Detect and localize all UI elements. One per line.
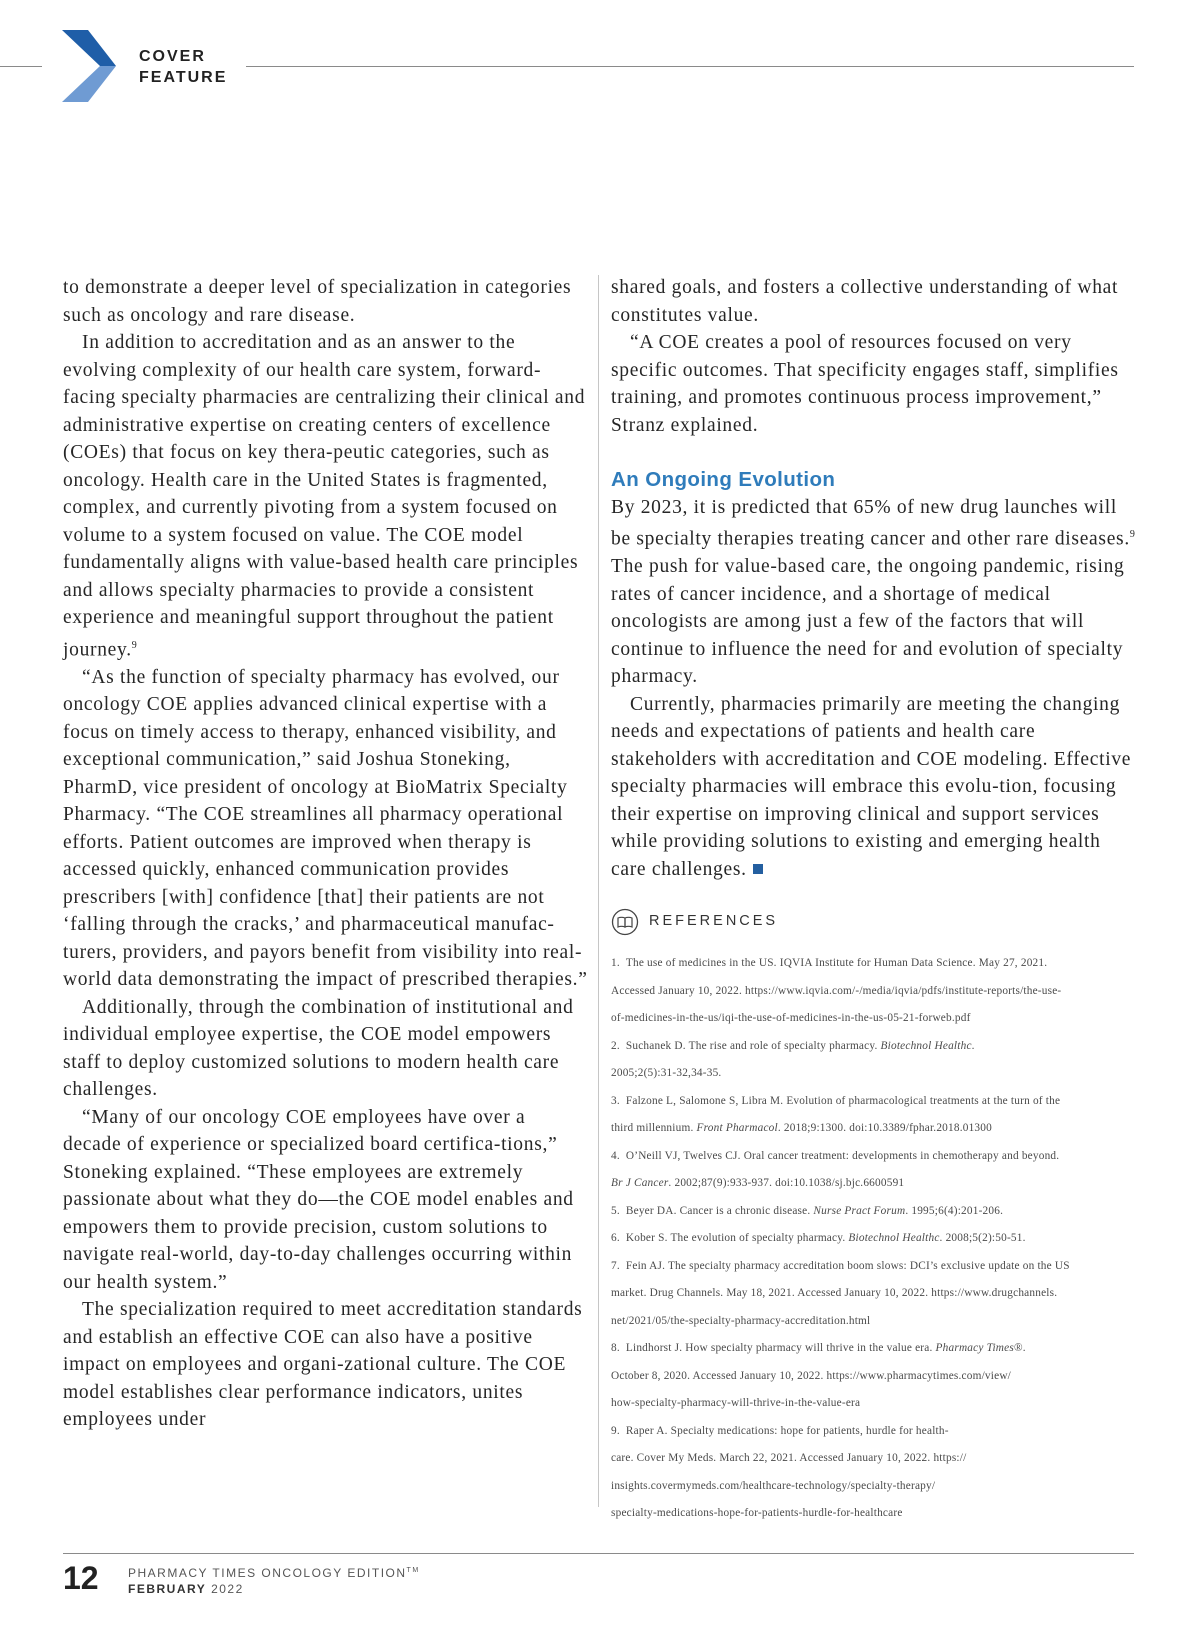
reference-item-cont: net/2021/05/the-specialty-pharmacy-accreditation.html (611, 1314, 871, 1327)
footer-rule (63, 1553, 1134, 1554)
article-left-column (63, 274, 588, 1434)
reference-item: 8. Lindhorst J. How specialty pharmacy will thrive in the value era. Pharmacy Times®. (611, 1342, 1026, 1354)
paragraph (63, 329, 588, 664)
header-rule-right (246, 66, 1134, 67)
paragraph: shared goals, and fosters a collective understanding of what constitutes value. (611, 277, 1119, 326)
reference-item-cont: third millennium. Front Pharmacol. 2018;9:1300. doi:10.3389/fphar.2018.01300 (611, 1122, 992, 1134)
reference-item-cont: specialty-medications-hope-for-patients-hurdle-for-healthcare (611, 1507, 903, 1519)
paragraph (611, 494, 1136, 691)
section-label-line2: FEATURE (139, 69, 228, 86)
paragraph: “As the function of specialty pharmacy has evolved, our oncology COE applies advanced clinical expertise with a focus on timely access to therapy, enhanced visibility, and exceptional communication,” said Joshua Stoneking, PharmD, vice president of oncology at BioMatrix Specialty Pharmacy. “The COE streamlines all pharmacy operational efforts. Patient outcomes are improved when therapy is accessed quickly, enhanced communication provides prescribers [with] confidence [that] their patients are not ‘falling through the cracks,’ and pharmaceutical manufac-turers, providers, and payors benefit from visibility into real-world data demonstrating the impact of prescribed therapies.” (63, 666, 588, 990)
page-number: 12 (63, 1560, 99, 1596)
reference-item-cont: Br J Cancer. 2002;87(9):933-937. doi:10.1038/sj.bjc.6600591 (611, 1177, 905, 1189)
section-label-line1: COVER (139, 48, 206, 65)
reference-item-cont: Accessed January 10, 2022. https://www.iqvia.com/-/media/iqvia/pdfs/institute-reports/the-use- (611, 984, 1062, 997)
reference-item-cont: 2005;2(5):31-32,34-35. (611, 1067, 722, 1079)
paragraph-text: Currently, pharmacies primarily are meeting the changing needs and expectations of patients and health care stakeholders with accreditation and COE modeling. Effective specialty pharmacies will embrace this evolu-tion, focusing their expertise on improving clinical and support services while providing solutions to existing and emerging health care challenges. (611, 693, 1132, 880)
paragraph: “A COE creates a pool of resources focused on very specific outcomes. That specificity engages staff, simplifies training, and promotes continuous process improvement,” Stranz explained. (611, 332, 1119, 436)
references-title: REFERENCES (649, 913, 779, 929)
reference-item: 3. Falzone L, Salomone S, Libra M. Evolution of pharmacological treatments at the turn of the (611, 1094, 1061, 1107)
reference-item: 2. Suchanek D. The rise and role of specialty pharmacy. Biotechnol Healthc. (611, 1039, 975, 1052)
paragraph: Additionally, through the combination of institutional and individual employee expertise, the COE model empowers staff to deploy customized solutions to modern health care challenges. (63, 996, 574, 1100)
reference-list (611, 950, 1136, 1528)
reference-item: 6. Kober S. The evolution of specialty pharmacy. Biotechnol Healthc. 2008;5(2):50-51. (611, 1232, 1026, 1244)
paragraph: The specialization required to meet accreditation standards and establish an effective COE can also have a positive impact on employees and organi-zational culture. The COE model establishes clear performance indicators, unites employees under (63, 1299, 583, 1430)
paragraph-text: In addition to accreditation and as an answer to the evolving complexity of our health care system, forward-facing specialty pharmacies are centralizing their clinical and administrative expertise on creating centers of excellence (COEs) that focus on key thera-peutic categories, such as oncology. Health care in the United States is fragmented, complex, and currently pivoting from a system focused on volume to a system focused on value. The COE model fundamentally aligns with value-based health care principles and allows specialty pharmacies to provide a consistent experience and meaningful support throughout the patient journey. (63, 332, 586, 660)
end-of-article-mark (753, 864, 763, 874)
header-rule-left (0, 66, 42, 67)
references-header (611, 908, 1136, 938)
reference-item: 4. O’Neill VJ, Twelves CJ. Oral cancer treatment: developments in chemotherapy and beyond. (611, 1149, 1060, 1162)
reference-marker: 9 (131, 639, 138, 651)
reference-item-cont: insights.covermymeds.com/healthcare-technology/specialty-therapy/ (611, 1479, 936, 1492)
issue-month: FEBRUARY (128, 1582, 207, 1596)
reference-item: 7. Fein AJ. The specialty pharmacy accreditation boom slows: DCI’s exclusive update on the US (611, 1259, 1070, 1272)
reference-item-cont: how-specialty-pharmacy-will-thrive-in-the-value-era (611, 1397, 861, 1409)
paragraph: “Many of our oncology COE employees have over a decade of experience or specialized board certifica-tions,” Stoneking explained. “These employees are extremely passionate about what they do—the COE model enables and empowers them to provide precision, custom solutions to navigate real-world, day-to-day challenges occurring within our health system.” (63, 1106, 574, 1293)
reference-item-cont: October 8, 2020. Accessed January 10, 2022. https://www.pharmacytimes.com/view/ (611, 1369, 1012, 1382)
publication-name: PHARMACY TIMES ONCOLOGY EDITION™ (128, 1566, 420, 1580)
reference-item-cont: care. Cover My Meds. March 22, 2021. Accessed January 10, 2022. https:// (611, 1452, 967, 1464)
trademark: TM (406, 1567, 420, 1574)
reference-item: 9. Raper A. Specialty medications: hope for patients, hurdle for health- (611, 1424, 949, 1437)
article-right-column (611, 274, 1136, 883)
reference-item: 1. The use of medicines in the US. IQVIA Institute for Human Data Science. May 27, 2021. (611, 957, 1048, 969)
references-section (611, 908, 1136, 1528)
paragraph: to demonstrate a deeper level of specialization in categories such as oncology and rare disease. (63, 277, 572, 326)
reference-item: 5. Beyer DA. Cancer is a chronic disease. Nurse Pract Forum. 1995;6(4):201-206. (611, 1204, 1004, 1217)
chevron-logo-icon (62, 30, 120, 102)
section-label (139, 46, 227, 88)
paragraph (611, 691, 1136, 884)
issue-date (128, 1582, 244, 1596)
reference-item-cont: market. Drug Channels. May 18, 2021. Accessed January 10, 2022. https://www.drugchannels. (611, 1287, 1058, 1299)
paragraph-text: By 2023, it is predicted that 65% of new drug launches will be specialty therapies treating cancer and other rare diseases. (611, 496, 1130, 550)
paragraph-text: The push for value-based care, the ongoing pandemic, rising rates of cancer incidence, and a shortage of medical oncologists are among just a few of the factors that will continue to influence the need for and evolution of specialty pharmacy. (611, 556, 1125, 687)
section-heading: An Ongoing Evolution (611, 468, 836, 491)
issue-year: 2022 (211, 1582, 244, 1596)
book-icon (611, 908, 639, 936)
reference-marker: 9 (1129, 529, 1136, 540)
reference-item-cont: of-medicines-in-the-us/iqi-the-use-of-medicines-in-the-us-05-21-forweb.pdf (611, 1012, 971, 1024)
column-divider (598, 275, 599, 1507)
